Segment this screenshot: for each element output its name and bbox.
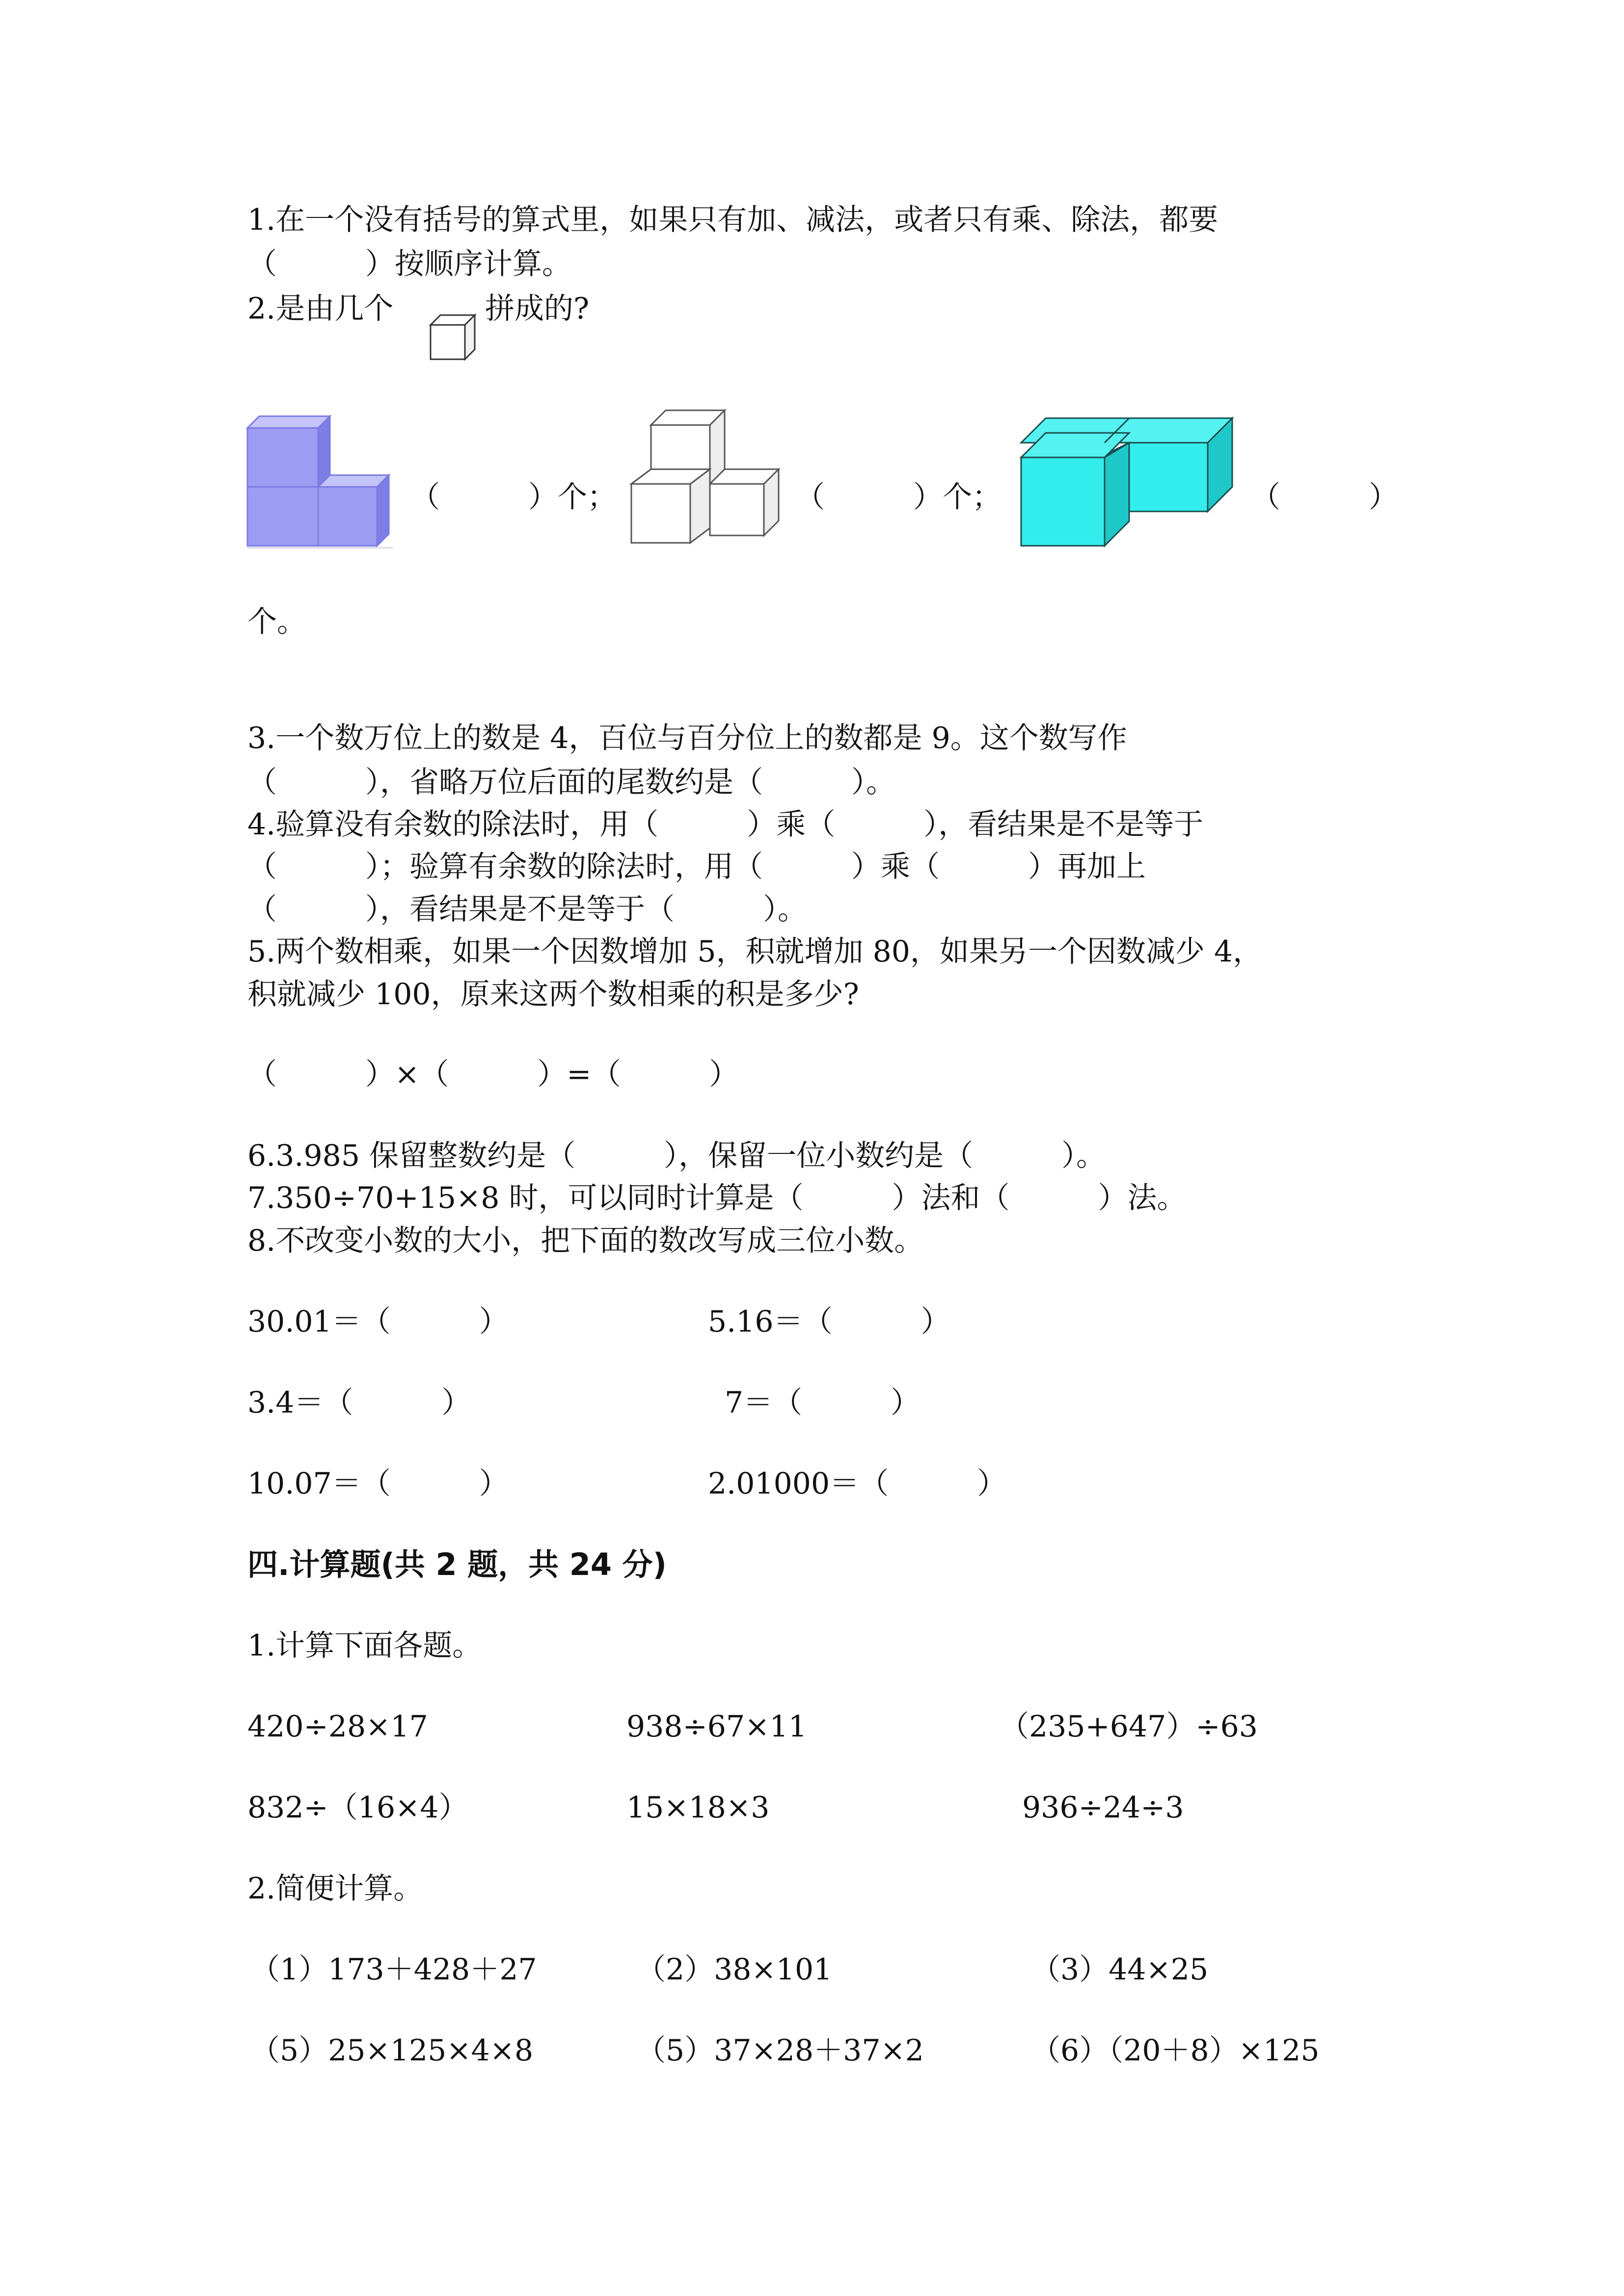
q2-blank1: （ ）个； <box>410 480 617 514</box>
simple-calc-item: （1）173＋428＋27 <box>250 1952 537 1987</box>
calc-item: 832÷（16×4） <box>247 1790 468 1825</box>
q2-suffix: 拼成的? <box>485 292 590 326</box>
q4-line3: （ ），看结果是不是等于（ ）。 <box>247 892 807 927</box>
q5-line1: 5.两个数相乘，如果一个因数增加 5，积就增加 80，如果另一个因数减少 4， <box>247 934 1263 969</box>
figure-blue-cubes <box>247 416 405 554</box>
simple-calc-item: （5）37×28＋37×2 <box>636 2033 924 2068</box>
q8-title: 8.不改变小数的大小，把下面的数改写成三位小数。 <box>247 1224 924 1258</box>
q3-line2: （ ），省略万位后面的尾数约是（ ）。 <box>247 765 895 800</box>
q4-line2: （ ）；验算有余数的除法时，用（ ）乘（ ）再加上 <box>247 850 1146 884</box>
calc-item: （235+647）÷63 <box>1000 1709 1258 1744</box>
q8-item: 7＝（ ） <box>725 1386 920 1420</box>
simple-calc-item: （6）（20＋8）×125 <box>1031 2033 1320 2068</box>
calc-item: 936÷24÷3 <box>1022 1790 1184 1825</box>
figure-cyan-cubes <box>1016 418 1237 551</box>
simple-calc-title: 2.简便计算。 <box>247 1871 423 1906</box>
q2-prefix: 2.是由几个 <box>247 292 394 326</box>
q1-line1: 1.在一个没有括号的算式里，如果只有加、减法，或者只有乘、除法，都要 <box>247 203 1218 237</box>
q5-line2: 积就减少 100，原来这两个数相乘的积是多少? <box>247 977 859 1012</box>
q8-item: 3.4＝（ ） <box>247 1386 471 1420</box>
q2-tail: 个。 <box>247 605 306 639</box>
section-heading: 四.计算题(共 2 题，共 24 分) <box>247 1547 667 1582</box>
unit-cube-icon <box>430 313 484 362</box>
q7: 7.350÷70+15×8 时，可以同时计算是（ ）法和（ ）法。 <box>247 1181 1187 1215</box>
q8-item: 2.01000＝（ ） <box>708 1467 1007 1501</box>
calc-title: 1.计算下面各题。 <box>247 1629 482 1663</box>
q2-blank3: （ ） <box>1251 480 1398 514</box>
q2-blank2: （ ）个； <box>795 480 1001 514</box>
simple-calc-item: （3）44×25 <box>1031 1952 1209 1987</box>
q8-item: 10.07＝（ ） <box>247 1467 509 1501</box>
calc-item: 420÷28×17 <box>247 1709 428 1744</box>
figure-white-cubes <box>631 410 788 558</box>
calc-item: 938÷67×11 <box>626 1709 807 1744</box>
q8-item: 30.01＝（ ） <box>247 1305 509 1339</box>
calc-item: 15×18×3 <box>626 1790 770 1825</box>
q5-equation: （ ）×（ ）=（ ） <box>247 1057 739 1092</box>
simple-calc-item: （2）38×101 <box>636 1952 833 1987</box>
simple-calc-item: （5）25×125×4×8 <box>250 2033 534 2068</box>
q8-item: 5.16＝（ ） <box>708 1305 950 1339</box>
q4-line1: 4.验算没有余数的除法时，用（ ）乘（ ），看结果是不是等于 <box>247 807 1204 842</box>
q6: 6.3.985 保留整数约是（ ），保留一位小数约是（ ）。 <box>247 1139 1106 1173</box>
q1-line2: （ ）按顺序计算。 <box>247 247 571 281</box>
q3-line1: 3.一个数万位上的数是 4，百位与百分位上的数都是 9。这个数写作 <box>247 721 1127 755</box>
